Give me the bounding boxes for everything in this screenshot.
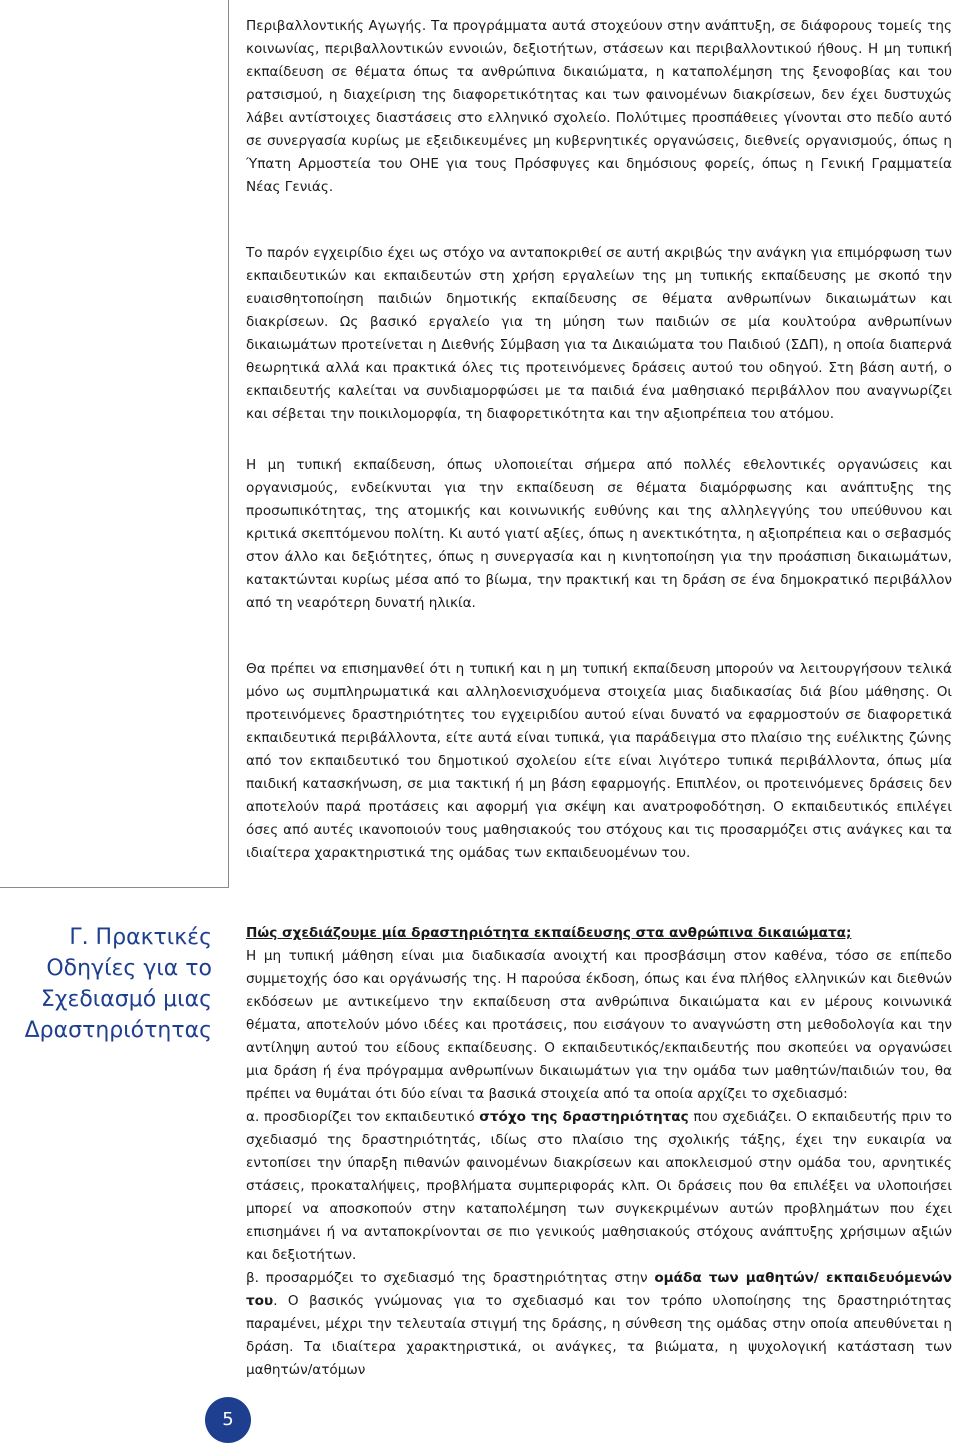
section-item-a — [246, 1106, 952, 1267]
paragraph-1 — [246, 15, 952, 199]
section-heading-line-4: Δραστηριότητας — [24, 1018, 212, 1043]
section-heading-line-3: Σχεδιασμό μιας — [40, 987, 212, 1012]
item-a-bold: στόχο της δραστηριότητας — [479, 1109, 689, 1125]
paragraph-2 — [246, 242, 952, 426]
vertical-divider — [228, 0, 229, 888]
paragraph-4-text: Θα πρέπει να επισημανθεί ότι η τυπική και η μη τυπική εκπαίδευση μπορούν να λειτουργήσουν τελικά μόνο ως συμπληρωματικά και αλληλοενισχυόμενα στοιχεία μιας διαδικασίας διά βίου μάθησης. Οι προτεινόμενες δραστηριότητες του εγχειριδίου αυτού είναι δυνατό να εφαρμοστούν σε διαφορετικά εκπαιδευτικά περιβάλλοντα, είτε αυτά είναι τυπικά, για παράδειγμα στο πλαίσιο της ευέλικτης ζώνης από τον εκπαιδευτικό του δημοτικού σχολείου είτε είναι λιγότερο τυπικά περιβάλλοντα, όπως μία παιδική κατασκήνωση, σε μια τακτική ή μη βάση εφαρμογής. Επιπλέον, οι προτεινόμενες δράσεις δεν αποτελούν παρά προτάσεις και αφορμή για σκέψη και ανατροφοδότηση. Ο εκπαιδευτικός επιλέγει όσες από αυτές ικανοποιούν τους μαθησιακούς του στόχους και τις προσαρμόζει στις ανάγκες και τα ιδιαίτερα χαρακτηριστικά της ομάδας των εκπαιδευομένων του. — [246, 661, 952, 861]
paragraph-3 — [246, 454, 952, 615]
paragraph-1-text: Περιβαλλοντικής Αγωγής. Τα προγράμματα αυτά στοχεύουν στην ανάπτυξη, σε διάφορους τομείς της κοινωνίας, περιβαλλοντικών εννοιών, δεξιοτήτων, στάσεων και περιβαλλοντικού ήθους. Η μη τυπική εκπαίδευση σε θέματα όπως τα ανθρώπινα δικαιώματα, η καταπολέμηση της ξενοφοβίας και του ρατσισμού, η διαχείριση της διαφορετικότητας και των φαινομένων διακρίσεων, δεν έχει δυστυχώς λάβει αντίστοιχες διαστάσεις στο ελληνικό σχολείο. Πολύτιμες προσπάθειες γίνονται στο πεδίο αυτό σε συνεργασία κυρίως με εξειδικευμένες μη κυβερνητικές οργανώσεις, διεθνείς οργανισμούς, όπως η Ύπατη Αρμοστεία του ΟΗΕ για τους Πρόσφυγες και δημόσιους φορείς, όπως η Γενική Γραμματεία Νέας Γενιάς. — [246, 18, 952, 195]
section-heading-line-2: Οδηγίες για το — [46, 956, 212, 981]
paragraph-4 — [246, 658, 952, 865]
item-b-bold: ομάδα των μαθητών/ εκπαιδευόμενών του — [246, 1270, 952, 1309]
paragraph-2-text: Το παρόν εγχειρίδιο έχει ως στόχο να ανταποκριθεί σε αυτή ακριβώς την ανάγκη για επιμόρφωση των εκπαιδευτικών και εκπαιδευτών στη χρήση εργαλείων της μη τυπικής εκπαίδευσης με σκοπό την ευαισθητοποίηση παιδιών δημοτικής εκπαίδευσης σε θέματα ανθρωπίνων δικαιωμάτων και διακρίσεων. Ως βασικό εργαλείο για τη μύηση των παιδιών σε μία κουλτούρα ανθρωπίνων δικαιωμάτων προτείνεται η Διεθνής Σύμβαση για τα Δικαιώματα του Παιδιού (ΣΔΠ), η οποία διαπερνά θεωρητικά αλλά και πρακτικά όλες τις προτεινόμενες δράσεις αυτού του οδηγού. Στη βάση αυτή, ο εκπαιδευτής καλείται να συνδιαμορφώσει με τα παιδιά ένα μαθησιακό περιβάλλον που αναγνωρίζει και σέβεται την ποικιλομορφία, τη διαφορετικότητα και την αξιοπρέπεια του ατόμου. — [246, 245, 952, 422]
item-a-prefix: α. προσδιορίζει τον εκπαιδευτικό — [246, 1109, 480, 1125]
section-heading-line-1: Γ. Πρακτικές — [69, 925, 212, 950]
item-a-rest: που σχεδιάζει. Ο εκπαιδευτής πριν το σχεδιασμό της δραστηριότητάς, ιδίως στο πλαίσιο της σχολικής τάξης, έχει την ευκαιρία να εντοπίσει την ύπαρξη πιθανών φαινομένων διακρίσεων και αποκλεισμού στην ομάδα του, αρνητικές στάσεις, προκαταλήψεις, προβλήματα συμπεριφοράς κλπ. Οι δράσεις που θα επιλέξει να υλοποιήσει μπορεί να αποσκοπούν στην καταπολέμηση των συγκεκριμένων αυτών προβλημάτων που έχει επισημάνει ή να ανταποκρίνονται σε πιο γενικούς μαθησιακούς στόχους ανάπτυξης χρήσιμων αξιών και δεξιοτήτων. — [246, 1109, 952, 1263]
horizontal-divider — [0, 887, 229, 888]
section-intro: Η μη τυπική μάθηση είναι μια διαδικασία ανοιχτή και προσβάσιμη στον καθένα, τόσο σε επίπεδο συμμετοχής όσο και οργάνωσής της. Η παρούσα έκδοση, όπως και ένα πλήθος ελληνικών και διεθνών εκδόσεων με αντικείμενο την εκπαίδευση στα ανθρώπινα δικαιώματα και εν μέρους κοινωνικά θέματα, αποτελούν μόνο ιδέες και προτάσεις, που εισάγουν το αναγνώστη στη μεθοδολογία και την αντίληψη αυτού του είδους εκπαίδευσης. Ο εκπαιδευτικός/εκπαιδευτής που σκοπεύει να οργανώσει μια δράση ή ένα πρόγραμμα ανθρωπίνων δικαιωμάτων για την ομάδα των μαθητών/παιδιών του, θα πρέπει να θυμάται ότι δύο είναι τα βασικά στοιχεία από τα οποία αρχίζει το σχεδιασμό: — [246, 948, 952, 1102]
item-b-rest: . Ο βασικός γνώμονας για το σχεδιασμό και τον τρόπο υλοποίησης της δραστηριότητας παραμένει, μέχρι την τελευταία στιγμή της δράσης, η σύνθεση της ομάδας στην οποία απευθύνεται η δράση. Τα ιδιαίτερα χαρακτηριστικά, οι ανάγκες, τα βιώματα, η ψυχολογική κατάσταση των μαθητών/ατόμων — [246, 1293, 952, 1378]
item-b-prefix: β. προσαρμόζει το σχεδιασμό της δραστηριότητας στην — [246, 1270, 655, 1286]
paragraph-3-text: Η μη τυπική εκπαίδευση, όπως υλοποιείται σήμερα από πολλές εθελοντικές οργανώσεις και οργανισμούς, ενδείκνυται για την εκπαίδευση σε θέματα διαμόρφωσης και ανάπτυξης της προσωπικότητας, της ατομικής και κοινωνικής ευθύνης και της αλληλεγγύης του υπεύθυνου και κριτικά σκεπτόμενου πολίτη. Κι αυτό γιατί αξίες, όπως η ανεκτικότητα, η αξιοπρέπεια και ο σεβασμός στον άλλο και δεξιότητες, όπως η συνεργασία και η κινητοποίηση για την προάσπιση δικαιωμάτων, κατακτώνται κυρίως μέσα από το βίωμα, την πρακτική και τη δράση σε ένα δημοκρατικό περιβάλλον από τη νεαρότερη δυνατή ηλικία. — [246, 457, 952, 611]
section-question-text: Πώς σχεδιάζουμε μία δραστηριότητα εκπαίδευσης στα ανθρώπινα δικαιώματα; — [246, 925, 852, 941]
section-item-b — [246, 1267, 952, 1382]
section-heading — [0, 922, 212, 1046]
page-number-badge: 5 — [205, 1397, 251, 1443]
section-question — [246, 922, 952, 945]
section-body — [246, 922, 952, 1382]
